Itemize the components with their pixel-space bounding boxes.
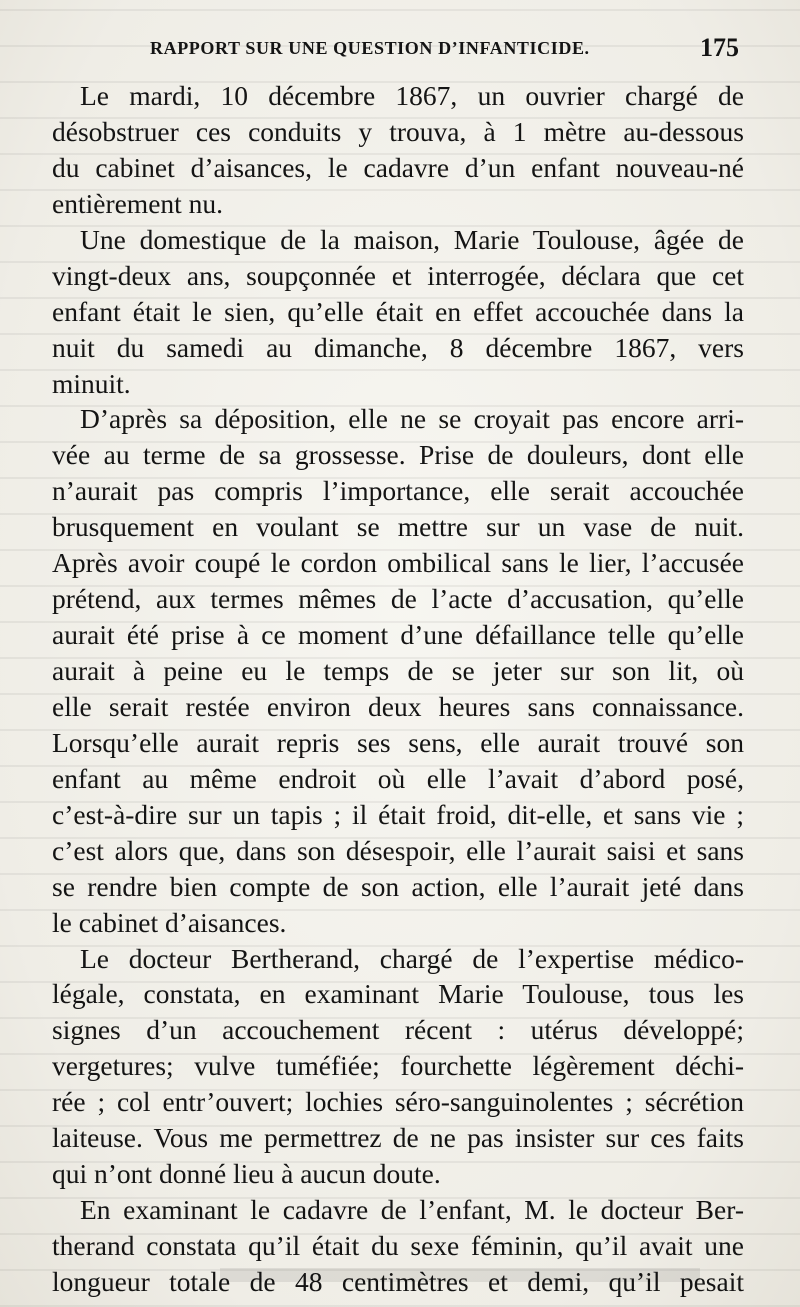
text-line: du cabinet d’aisances, le cadavre d’un enfant nouveau-né bbox=[52, 151, 744, 183]
text-line: brusquement en voulant se mettre sur un vase de nuit. bbox=[52, 511, 744, 543]
paragraph bbox=[0, 401, 800, 940]
text-line: minuit. bbox=[52, 367, 131, 399]
text-line: légale, constata, en examinant Marie Toulouse, tous les bbox=[52, 978, 744, 1010]
text-line: Après avoir coupé le cordon ombilical sans le lier, l’accusée bbox=[52, 547, 744, 579]
text-line: En examinant le cadavre de l’enfant, M. le docteur Ber- bbox=[80, 1194, 744, 1226]
text-line: vingt-deux ans, soupçonnée et interrogée, déclara que cet bbox=[52, 259, 744, 291]
running-title: RAPPORT SUR UNE QUESTION D’INFANTICIDE. bbox=[150, 38, 590, 58]
paragraph bbox=[0, 222, 800, 402]
text-line: therand constata qu’il était du sexe féminin, qu’il avait une bbox=[52, 1230, 744, 1261]
text-line: rée ; col entr’ouvert; lochies séro-sanguinolentes ; sécrétion bbox=[52, 1086, 744, 1118]
text-line: qui n’ont donné lieu à aucun doute. bbox=[52, 1158, 441, 1190]
text-line: D’après sa déposition, elle ne se croyait pas encore arri- bbox=[80, 403, 744, 435]
paragraph bbox=[0, 1192, 800, 1300]
text-line: enfant au même endroit où elle l’avait d’abord posé, bbox=[52, 762, 744, 794]
text-line: Le docteur Bertherand, chargé de l’expertise médico- bbox=[80, 942, 744, 974]
text-line: c’est-à-dire sur un tapis ; il était froid, dit-elle, et sans vie ; bbox=[52, 798, 744, 830]
text-line: n’aurait pas compris l’importance, elle serait accouchée bbox=[52, 475, 744, 507]
text-line: signes d’un accouchement récent : utérus développé; bbox=[52, 1014, 744, 1046]
text-line: prétend, aux termes mêmes de l’acte d’accusation, qu’elle bbox=[52, 583, 744, 615]
text-line: le cabinet d’aisances. bbox=[52, 906, 287, 938]
text-line: elle serait restée environ deux heures sans connaissance. bbox=[52, 690, 744, 722]
body-text bbox=[0, 78, 800, 1300]
text-line: vergetures; vulve tuméfiée; fourchette légèrement déchi- bbox=[52, 1050, 744, 1082]
text-line: Une domestique de la maison, Marie Toulouse, âgée de bbox=[80, 223, 744, 255]
text-line: enfant était le sien, qu’elle était en effet accouchée dans la bbox=[52, 295, 744, 327]
text-line: entièrement nu. bbox=[52, 187, 224, 219]
page-header bbox=[0, 33, 800, 68]
text-line: laiteuse. Vous me permettrez de ne pas insister sur ces faits bbox=[52, 1122, 744, 1154]
text-line: aurait à peine eu le temps de se jeter sur son lit, où bbox=[52, 655, 744, 686]
text-line: désobstruer ces conduits y trouva, à 1 mètre au-dessous bbox=[52, 115, 744, 147]
text-line: Le mardi, 10 décembre 1867, un ouvrier chargé de bbox=[80, 80, 744, 111]
bleed-through-footer bbox=[220, 1268, 700, 1282]
text-line: aurait été prise à ce moment d’une défaillance telle qu’elle bbox=[52, 619, 744, 651]
text-line: vée au terme de sa grossesse. Prise de douleurs, dont elle bbox=[52, 439, 744, 471]
text-line: longueur totale de 48 centimètres et demi, qu’il pesait bbox=[52, 1265, 744, 1297]
text-line: Lorsqu’elle aurait repris ses sens, elle aurait trouvé son bbox=[52, 726, 744, 758]
text-line: nuit du samedi au dimanche, 8 décembre 1867, vers bbox=[52, 331, 744, 363]
paragraph bbox=[0, 78, 800, 222]
text-line: se rendre bien compte de son action, elle l’aurait jeté dans bbox=[52, 870, 744, 902]
paragraph bbox=[0, 941, 800, 1193]
page-number: 175 bbox=[700, 33, 739, 62]
text-line: c’est alors que, dans son désespoir, elle l’aurait saisi et sans bbox=[52, 834, 744, 866]
